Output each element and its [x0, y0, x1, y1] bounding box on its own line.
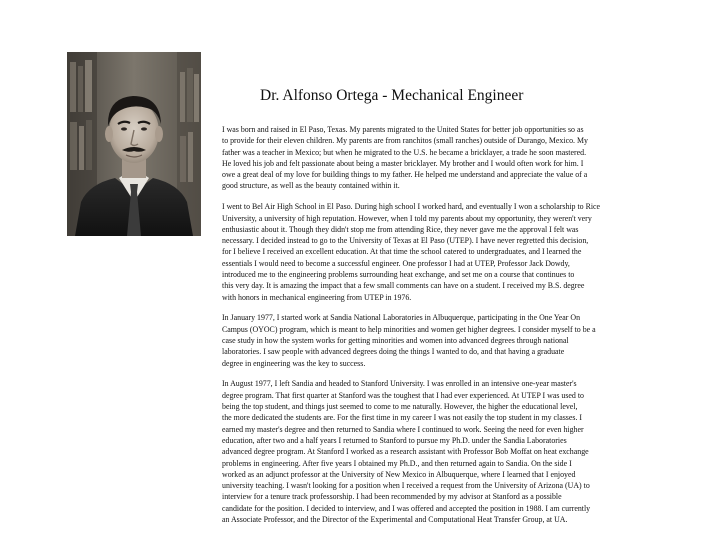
text-line: necessary. I decided instead to go to the University of Texas at El Paso (UTEP). I have never regretted this decision,: [222, 236, 589, 246]
biography-text: [222, 124, 668, 535]
paragraph-stanford: [222, 378, 668, 525]
text-line: He loved his job and felt passionate about being a master bricklayer. My brother and I would often work for him. I: [222, 158, 584, 168]
paragraph-childhood: [222, 124, 668, 192]
paragraph-education: [222, 201, 668, 303]
text-line: In January 1977, I started work at Sandia National Laboratories in Albuquerque, participating in the One Year On: [222, 313, 581, 323]
text-line: case study in how the system works for getting minorities and women into advanced degrees through national: [222, 336, 569, 346]
text-line: for I believe I received an excellent education. At that time the school catered to undergraduates, and I learned the: [222, 247, 582, 257]
text-line: I went to Bel Air High School in El Paso. During high school I worked hard, and eventually I won a scholarship to Rice: [222, 202, 601, 212]
text-line: father was a teacher in Mexico; but when he migrated to the U.S. he became a bricklayer, a trade he soon mastered.: [222, 147, 587, 157]
text-line: problems in engineering. After five years I obtained my Ph.D., and then returned again to Sandia. On the side I: [222, 458, 572, 468]
paragraph-sandia: [222, 312, 668, 368]
text-line: being the top student, and things just seemed to come to me naturally. However, the higher the educational level,: [222, 402, 578, 412]
text-line: degree program. That first quarter at Stanford was the toughest that I had ever experienced. At UTEP I was used to: [222, 390, 584, 400]
text-line: this very day. It is amazing the impact that a few small comments can have on a student. I received my B.S. degree: [222, 281, 585, 291]
text-line: university teaching. I wasn't looking for a position when I received a request from the University of Arizona (UA) to: [222, 481, 590, 491]
text-line: to provide for their eleven children. My parents are from ranchitos (small ranches) outside of Durango, Mexico. My: [222, 136, 588, 146]
text-line: Campus (OYOC) program, which is meant to help minorities and women get higher degrees. I consider myself to be a: [222, 324, 596, 334]
text-line: earned my master's degree and then returned to Sandia where I continued to work. Seeing the need for even higher: [222, 424, 584, 434]
text-line: In August 1977, I left Sandia and headed to Stanford University. I was enrolled in an intensive one-year master's: [222, 379, 577, 389]
portrait-photo: [67, 52, 201, 236]
text-line: essentials I would need to become a successful engineer. One professor I had at UTEP, Professor Jack Dowdy,: [222, 258, 570, 268]
text-line: interview for a tenure track professorship. I had been recommended by my advisor at Stanford as a possible: [222, 492, 562, 502]
portrait-photo-icon: [67, 52, 201, 236]
text-line: laboratories. I saw people with advanced degrees doing the things I wanted to do, and that having a graduate: [222, 347, 565, 357]
text-line: owe a great deal of my love for building things to my father. He helped me understand and appreciate the value of a: [222, 170, 588, 180]
page-title: Dr. Alfonso Ortega - Mechanical Engineer: [260, 87, 524, 104]
text-line: degree in engineering was the key to success.: [222, 358, 366, 368]
text-line: an Associate Professor, and the Director of the Experimental and Computational Heat Transfer Group, at UA.: [222, 515, 568, 524]
text-line: education, after two and a half years I returned to Stanford to pursue my Ph.D. under the Sandia Laboratories: [222, 435, 567, 445]
text-line: enthusiastic about it. Though they didn't stop me from attending Rice, they never gave me the approval I felt was: [222, 224, 579, 234]
text-line: advanced degree program. At Stanford I worked as a research assistant with Professor Bob Moffat on heat exchange: [222, 447, 589, 457]
text-line: University, a university of high reputation. However, when I told my parents about my opportunity, they weren't very: [222, 213, 592, 223]
text-line: good structure, as well as the beauty contained within it.: [222, 181, 400, 191]
text-line: I was born and raised in El Paso, Texas. My parents migrated to the United States for better job opportunities so as: [222, 125, 584, 134]
text-line: the more dedicated the students are. For the first time in my career I was not easily the top student in my classes. I: [222, 413, 583, 423]
text-line: candidate for the position. I decided to interview, and I was offered and accepted the position in 1988. I am currently: [222, 503, 591, 513]
text-line: worked as an adjunct professor at the University of New Mexico in Albuquerque, where I learned that I enjoyed: [222, 469, 576, 479]
text-line: introduced me to the engineering problems surrounding heat exchange, and set me on a course that continues to: [222, 270, 575, 280]
text-line: with honors in mechanical engineering from UTEP in 1976.: [222, 292, 412, 302]
